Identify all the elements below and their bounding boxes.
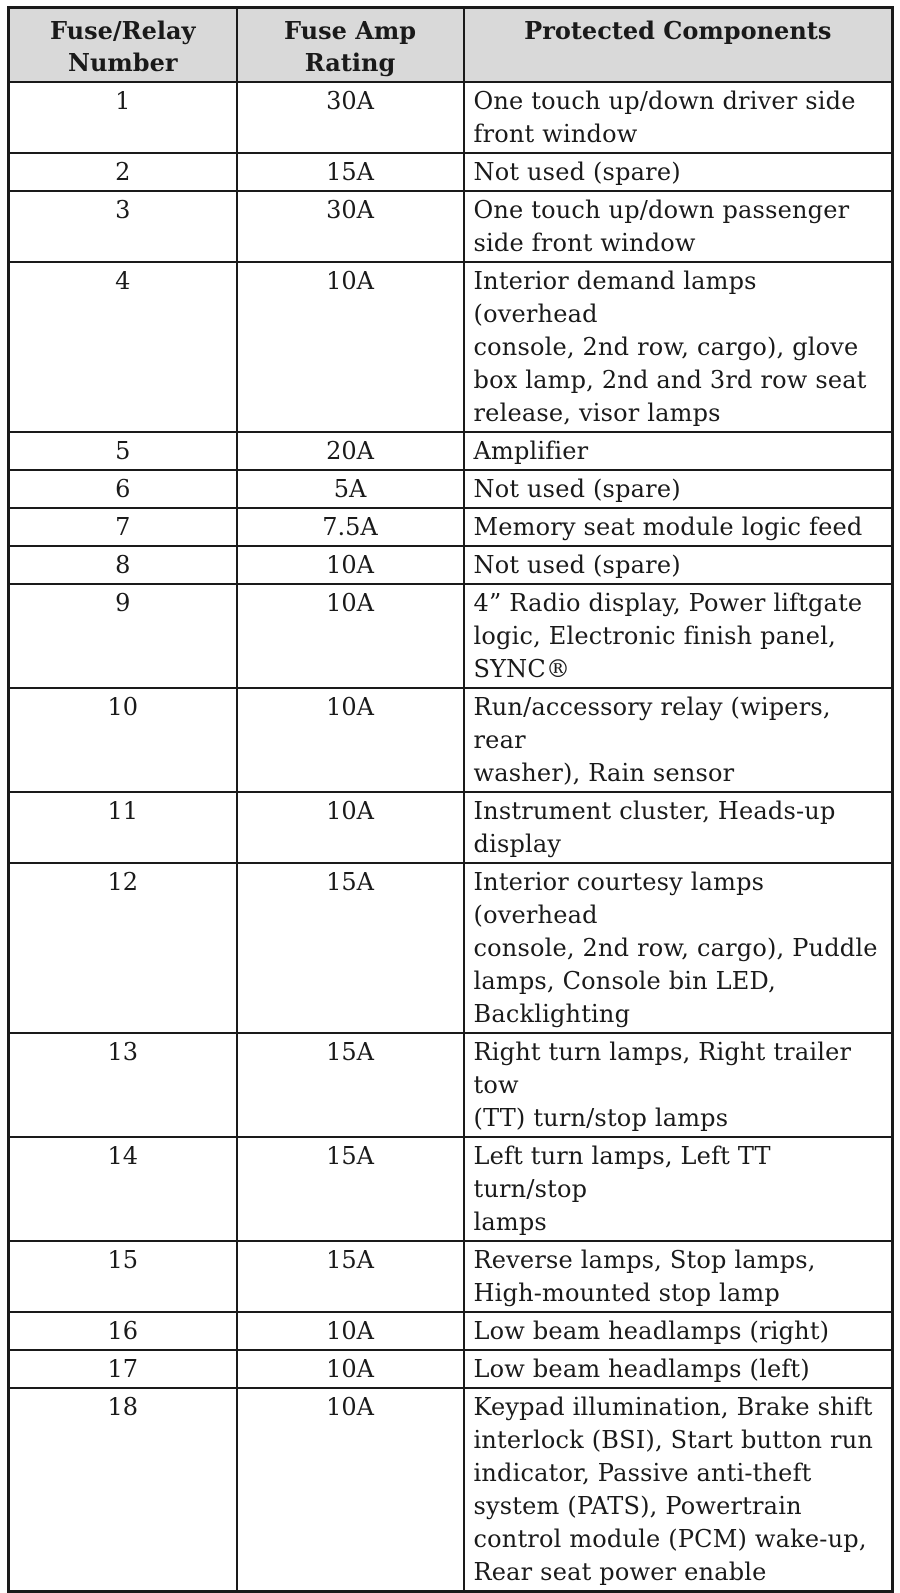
fuse-number-cell: 5: [9, 432, 237, 470]
component-line: One touch up/down passenger: [473, 196, 850, 224]
table-row: [9, 1241, 893, 1312]
table-row: [9, 1137, 893, 1241]
fuse-rating-cell: 10A: [237, 1350, 464, 1388]
fuse-rating-cell: 10A: [237, 792, 464, 863]
component-line: system (PATS), Powertrain: [473, 1492, 802, 1520]
component-line: SYNC®: [473, 655, 571, 683]
fuse-number-cell: 8: [9, 546, 237, 584]
table-row: [9, 82, 893, 153]
component-line: Instrument cluster, Heads-up: [473, 797, 836, 825]
fuse-rating-cell: 7.5A: [237, 508, 464, 546]
protected-components-cell: [464, 1137, 893, 1241]
component-line: Not used (spare): [473, 158, 681, 186]
protected-components-cell: [464, 584, 893, 688]
protected-components-cell: [464, 153, 893, 191]
table-row: [9, 1033, 893, 1137]
table-body: [9, 82, 893, 1592]
header-line: Rating: [304, 48, 396, 77]
component-line: lamps, Console bin LED,: [473, 967, 776, 995]
fuse-rating-cell: 15A: [237, 1241, 464, 1312]
fuse-rating-cell: 15A: [237, 153, 464, 191]
component-line: Low beam headlamps (right): [473, 1317, 830, 1345]
header-line: Protected Components: [524, 16, 832, 45]
protected-components-cell: [464, 432, 893, 470]
component-line: interlock (BSI), Start button run: [473, 1426, 874, 1454]
component-line: Interior courtesy lamps (overhead: [473, 868, 765, 929]
fuse-rating-cell: 15A: [237, 1137, 464, 1241]
protected-components-cell: [464, 262, 893, 432]
fuse-rating-cell: 10A: [237, 584, 464, 688]
component-line: Rear seat power enable: [473, 1558, 767, 1586]
fuse-number-cell: 9: [9, 584, 237, 688]
protected-components-cell: [464, 191, 893, 262]
table-header: [9, 8, 893, 83]
header-fuse-relay-number: [9, 8, 237, 83]
table-row: [9, 584, 893, 688]
protected-components-cell: [464, 1241, 893, 1312]
component-line: logic, Electronic finish panel,: [473, 622, 836, 650]
component-line: High-mounted stop lamp: [473, 1279, 780, 1307]
component-line: Backlighting: [473, 1000, 631, 1028]
protected-components-cell: [464, 688, 893, 792]
component-line: release, visor lamps: [473, 399, 721, 427]
component-line: control module (PCM) wake-up,: [473, 1525, 867, 1553]
fuse-number-cell: 1: [9, 82, 237, 153]
protected-components-cell: [464, 508, 893, 546]
table-row: [9, 432, 893, 470]
fuse-rating-cell: 30A: [237, 191, 464, 262]
table-row: [9, 688, 893, 792]
fuse-table: [7, 6, 894, 1593]
component-line: front window: [473, 120, 638, 148]
component-line: Reverse lamps, Stop lamps,: [473, 1246, 816, 1274]
fuse-number-cell: 14: [9, 1137, 237, 1241]
component-line: Memory seat module logic feed: [473, 513, 863, 541]
component-line: console, 2nd row, cargo), Puddle: [473, 934, 878, 962]
fuse-number-cell: 18: [9, 1388, 237, 1592]
component-line: washer), Rain sensor: [473, 759, 735, 787]
fuse-rating-cell: 10A: [237, 262, 464, 432]
fuse-rating-cell: 10A: [237, 688, 464, 792]
fuse-rating-cell: 20A: [237, 432, 464, 470]
fuse-number-cell: 17: [9, 1350, 237, 1388]
component-line: display: [473, 830, 562, 858]
table-row: [9, 470, 893, 508]
header-line: Fuse/Relay: [50, 16, 196, 45]
fuse-rating-cell: 15A: [237, 1033, 464, 1137]
header-protected-components: [464, 8, 893, 83]
protected-components-cell: [464, 1350, 893, 1388]
component-line: Amplifier: [473, 437, 589, 465]
header-line: Fuse Amp: [284, 16, 416, 45]
component-line: (TT) turn/stop lamps: [473, 1104, 729, 1132]
table-row: [9, 191, 893, 262]
fuse-rating-cell: 15A: [237, 863, 464, 1033]
table-row: [9, 153, 893, 191]
protected-components-cell: [464, 792, 893, 863]
component-line: 4” Radio display, Power liftgate: [473, 589, 863, 617]
component-line: One touch up/down driver side: [473, 87, 856, 115]
fuse-rating-cell: 10A: [237, 1388, 464, 1592]
fuse-number-cell: 12: [9, 863, 237, 1033]
fuse-number-cell: 15: [9, 1241, 237, 1312]
fuse-rating-cell: 10A: [237, 546, 464, 584]
component-line: Low beam headlamps (left): [473, 1355, 810, 1383]
component-line: Right turn lamps, Right trailer tow: [473, 1038, 852, 1099]
component-line: Not used (spare): [473, 475, 681, 503]
protected-components-cell: [464, 1388, 893, 1592]
fuse-number-cell: 3: [9, 191, 237, 262]
table-row: [9, 1388, 893, 1592]
component-line: Left turn lamps, Left TT turn/stop: [473, 1142, 771, 1203]
protected-components-cell: [464, 1033, 893, 1137]
header-row: [9, 8, 893, 83]
component-line: Keypad illumination, Brake shift: [473, 1393, 873, 1421]
component-line: Not used (spare): [473, 551, 681, 579]
table-row: [9, 792, 893, 863]
fuse-number-cell: 4: [9, 262, 237, 432]
fuse-number-cell: 16: [9, 1312, 237, 1350]
protected-components-cell: [464, 470, 893, 508]
table-row: [9, 508, 893, 546]
table-row: [9, 1312, 893, 1350]
component-line: Interior demand lamps (overhead: [473, 267, 757, 328]
protected-components-cell: [464, 863, 893, 1033]
protected-components-cell: [464, 82, 893, 153]
fuse-rating-cell: 10A: [237, 1312, 464, 1350]
component-line: box lamp, 2nd and 3rd row seat: [473, 366, 867, 394]
fuse-number-cell: 13: [9, 1033, 237, 1137]
fuse-number-cell: 11: [9, 792, 237, 863]
fuse-number-cell: 2: [9, 153, 237, 191]
component-line: lamps: [473, 1208, 547, 1236]
header-line: Number: [68, 48, 178, 77]
fuse-rating-cell: 5A: [237, 470, 464, 508]
component-line: indicator, Passive anti-theft: [473, 1459, 812, 1487]
fuse-rating-cell: 30A: [237, 82, 464, 153]
fuse-number-cell: 6: [9, 470, 237, 508]
component-line: Run/accessory relay (wipers, rear: [473, 693, 831, 754]
component-line: console, 2nd row, cargo), glove: [473, 333, 859, 361]
component-line: side front window: [473, 229, 696, 257]
table-row: [9, 546, 893, 584]
protected-components-cell: [464, 546, 893, 584]
table-row: [9, 1350, 893, 1388]
table-row: [9, 262, 893, 432]
fuse-number-cell: 7: [9, 508, 237, 546]
fuse-number-cell: 10: [9, 688, 237, 792]
header-fuse-amp-rating: [237, 8, 464, 83]
table-row: [9, 863, 893, 1033]
protected-components-cell: [464, 1312, 893, 1350]
